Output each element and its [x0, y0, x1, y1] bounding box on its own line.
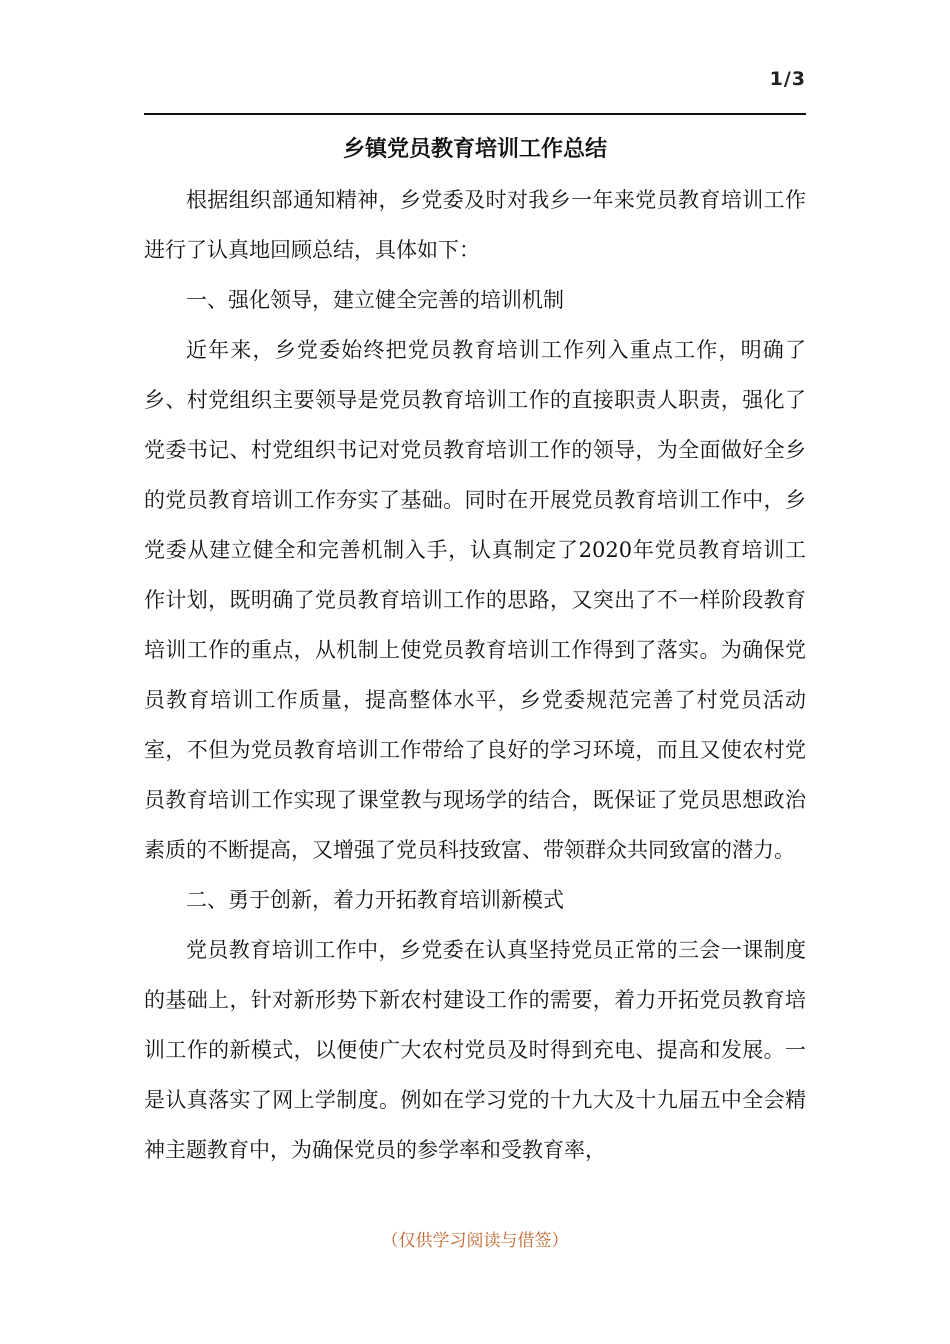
document-title: 乡镇党员教育培训工作总结: [342, 137, 607, 162]
paragraph-section-2: 党员教育培训工作中，乡党委在认真坚持党员正常的三会一课制度的基础上，针对新形势下新农村建设工作的需要，着力开拓党员教育培训工作的新模式，以便使广大农村党员及时得到充电、提高和发展。一是认真落实了网上学制度。例如在学习党的十九大及十九届五中全会精神主题教育中，为确保党员的参学率和受教育率，: [144, 938, 806, 1162]
document-body: [144, 175, 806, 1175]
paragraph-intro: 根据组织部通知精神，乡党委及时对我乡一年来党员教育培训工作进行了认真地回顾总结，具体如下：: [144, 188, 806, 262]
footer-note: （仅供学习阅读与借签）: [381, 1231, 569, 1251]
section-heading-1: 一、强化领导，建立健全完善的培训机制: [186, 288, 564, 312]
page-number: 1/3: [769, 68, 806, 90]
header-divider: [144, 113, 806, 115]
section-heading-2: 二、勇于创新，着力开拓教育培训新模式: [186, 888, 564, 912]
paragraph-section-1: 近年来，乡党委始终把党员教育培训工作列入重点工作，明确了乡、村党组织主要领导是党员教育培训工作的直接职责人职责，强化了党委书记、村党组织书记对党员教育培训工作的领导，为全面做好全乡的党员教育培训工作夯实了基础。同时在开展党员教育培训工作中，乡党委从建立健全和完善机制入手，认真制定了2020年党员教育培训工作计划，既明确了党员教育培训工作的思路，又突出了不一样阶段教育培训工作的重点，从机制上使党员教育培训工作得到了落实。为确保党员教育培训工作质量，提高整体水平，乡党委规范完善了村党员活动室，不但为党员教育培训工作带给了良好的学习环境，而且又使农村党员教育培训工作实现了课堂教与现场学的结合，既保证了党员思想政治素质的不断提高，又增强了党员科技致富、带领群众共同致富的潜力。: [144, 338, 806, 862]
